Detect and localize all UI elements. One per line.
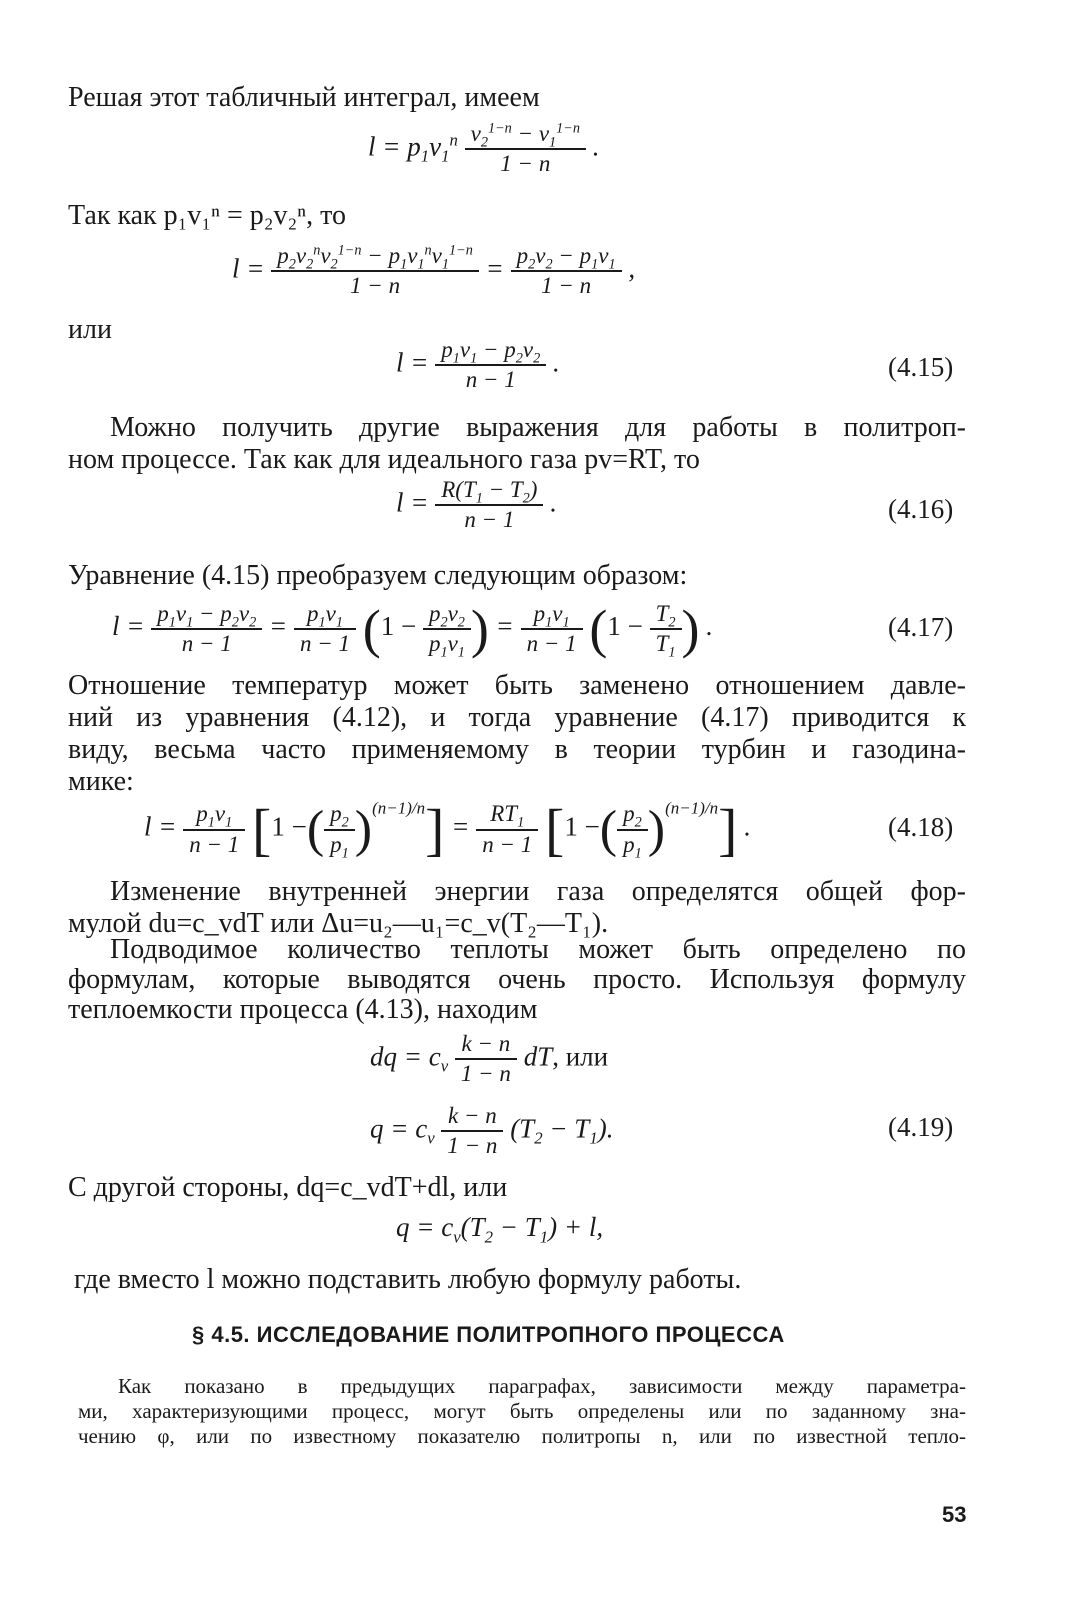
equation-number-4-17: (4.17) — [888, 612, 954, 642]
paragraph-uravnenie: Уравнение (4.15) преобразуем следующим образом: — [68, 560, 688, 591]
paragraph-otnoshenie-line4: мике: — [68, 766, 134, 797]
small-text-line3: чению φ, или по известному показателю политропы n, или по известной тепло- — [78, 1424, 966, 1448]
equation-4-16: l = $\frac{R(T_1 - T_2)}{n - 1}$ . — [396, 477, 557, 533]
equation-4-17: l = $\frac{p_1v_1 - p_2v_2}{n - 1}$ = $\frac{p_1v_1}{n - 1}$ (1 − $\frac{p_2v_2}{p_1v_1}$ ) = $\frac{p_1v_1}{n - 1}$ (1 − $\frac{T_2}{T_1}$ ) . — [112, 599, 714, 661]
paragraph-otnoshenie-line1: Отношение температур может быть заменено отношением давле- — [68, 670, 966, 701]
paragraph-podvodimoe-line1: Подводимое количество теплоты может быть определено по — [110, 934, 966, 965]
page-number: 53 — [942, 1502, 967, 1527]
paragraph-otnoshenie-line2: ний из уравнения (4.12), и тогда уравнение (4.17) приводится к — [68, 702, 966, 733]
paragraph-podvodimoe-line3: теплоемкости процесса (4.13), находим — [68, 994, 538, 1025]
small-text-line1: Как показано в предыдущих параграфах, зависимости между параметра- — [118, 1374, 966, 1398]
equation-work-integral: $l = p_1v_1^n$ $\frac{v_2^{1-n} - v_1^{1-n}}{1 - n}$ . — [368, 120, 600, 177]
paragraph-izmenenie-line2: мулой du=c_vdT или Δu=u₂—u₁=c_v(T₂—T₁). — [68, 908, 609, 939]
small-text-line2: ми, характеризующими процесс, могут быть определены или по заданному зна- — [78, 1399, 966, 1423]
equation-dq: dq = $c_v$ $\frac{k - n}{1 - n}$ dT, или — [370, 1031, 609, 1087]
paragraph-izmenenie-line1: Изменение внутренней энергии газа определятся общей фор- — [110, 876, 966, 907]
equation-number-4-16: (4.16) — [888, 494, 954, 524]
section-heading: § 4.5. ИССЛЕДОВАНИЕ ПОЛИТРОПНОГО ПРОЦЕССА — [192, 1322, 785, 1347]
paragraph-mozhno-line2: ном процессе. Так как для идеального газа pv=RT, то — [68, 444, 700, 475]
paragraph-gde: где вместо l можно подставить любую формулу работы. — [74, 1264, 742, 1295]
ili-word: или — [68, 314, 112, 345]
equation-work-substitution: l = $\frac{p_2v_2^nv_2^{1-n} - p_1v_1^nv_1^{1-n}}{1 - n}$ = $\frac{p_2v_2 - p_1v_1}{1 - n}$ , — [232, 242, 636, 299]
equation-number-4-15: (4.15) — [888, 352, 954, 382]
equation-number-4-18: (4.18) — [888, 812, 954, 842]
paragraph-otnoshenie-line3: виду, весьма часто применяемому в теории турбин и газодина- — [68, 734, 966, 765]
paragraph-s-drugoi: С другой стороны, dq=c_vdT+dl, или — [68, 1172, 508, 1203]
equation-4-15: l = $\frac{p_1v_1 - p_2v_2}{n - 1}$ . — [396, 337, 560, 393]
paragraph-mozhno-line1: Можно получить другие выражения для работы в политроп- — [110, 412, 966, 443]
equation-number-4-19: (4.19) — [888, 1112, 954, 1142]
intro-line: Решая этот табличный интеграл, имеем — [68, 82, 540, 113]
paragraph-podvodimoe-line2: формулам, которые выводятся очень просто. Используя формулу — [68, 964, 966, 995]
equation-4-19: $q = c_v$ $\frac{k - n}{1 - n}$ $(T_2 - T_1)$. — [370, 1103, 614, 1159]
tak-kak-line: Так как p₁v₁ⁿ = p₂v₂ⁿ, то — [68, 200, 346, 231]
equation-q-sum: $q = c_v(T_2 - T_1) + l$, — [396, 1212, 604, 1247]
equation-4-18: l = $\frac{p_1v_1}{n - 1}$ [1 −( $\frac{p_2}{p_1}$ )$^{(n-1)/n}$] = $\frac{RT_1}{n - 1}$ [1 −( $\frac{p_2}{p_1}$ )$^{(n-1)/n}$] . — [144, 797, 751, 862]
